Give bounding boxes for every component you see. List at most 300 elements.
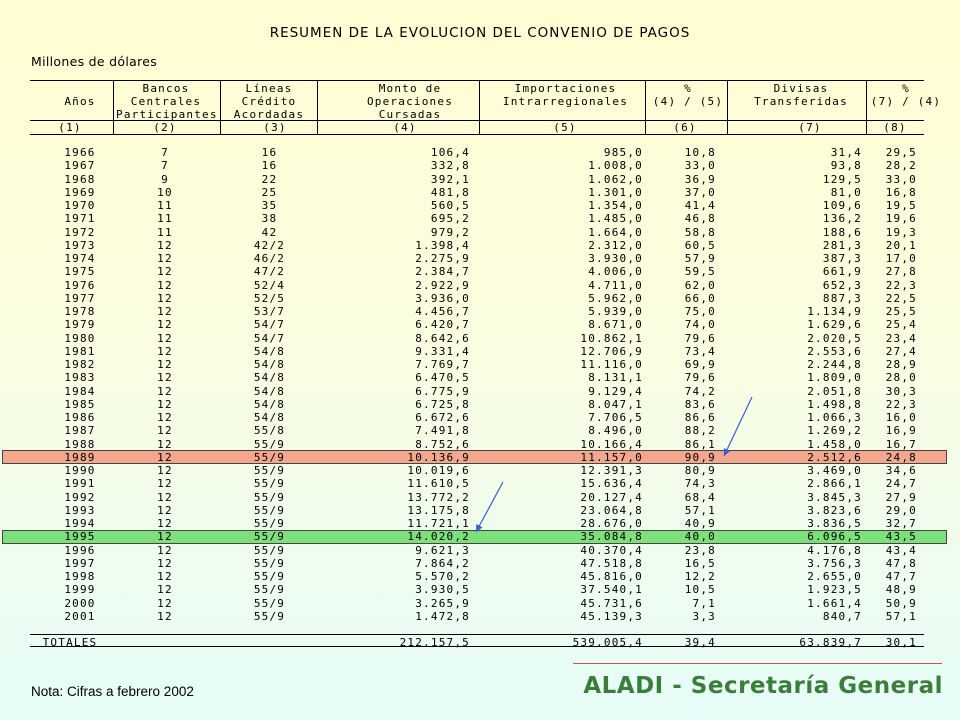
table-cell: 11 bbox=[157, 212, 173, 226]
table-cell: 55/9 bbox=[253, 583, 286, 597]
table-cell: 2.655,0 bbox=[807, 570, 862, 583]
table-cell: 12 bbox=[157, 318, 173, 332]
table-cell: 5.939,0 bbox=[588, 305, 643, 318]
table-cell: 74,3 bbox=[684, 477, 716, 491]
table-cell: 17,0 bbox=[885, 252, 917, 265]
table-cell: 2.512,6 bbox=[807, 450, 862, 464]
table-cell: 1977 bbox=[64, 291, 96, 305]
table-cell: 19,5 bbox=[885, 199, 917, 212]
column-header: Acordadas bbox=[233, 108, 305, 121]
table-cell: 7 bbox=[161, 159, 169, 173]
table-cell: 20.127,4 bbox=[580, 490, 643, 504]
table-cell: 106,4 bbox=[430, 146, 470, 159]
table-cell: 55/9 bbox=[253, 450, 286, 464]
column-header: Monto de bbox=[378, 82, 442, 95]
table-cell: 16,5 bbox=[684, 556, 716, 570]
table-cell: 1990 bbox=[64, 464, 96, 477]
table-cell: 74,0 bbox=[684, 318, 716, 332]
table-cell: 12 bbox=[157, 265, 173, 279]
table-cell: 8.671,0 bbox=[588, 318, 643, 332]
table-cell: 12 bbox=[157, 596, 173, 610]
table-cell: 2.922,9 bbox=[415, 278, 470, 292]
table-cell: 55/9 bbox=[253, 477, 286, 491]
table-cell: 43,4 bbox=[885, 543, 917, 557]
table-cell: 55/9 bbox=[253, 596, 286, 610]
table-cell: 12 bbox=[157, 397, 173, 411]
table-cell: 7 bbox=[161, 146, 169, 159]
table-cell: 16,9 bbox=[885, 424, 917, 438]
table-cell: 48,9 bbox=[885, 583, 917, 597]
table-cell: 12 bbox=[157, 503, 173, 517]
table-cell: 27,8 bbox=[885, 265, 917, 279]
table-cell: 27,4 bbox=[885, 344, 917, 358]
table-cell: 6.470,5 bbox=[415, 371, 470, 385]
table-cell: 23.064,8 bbox=[580, 503, 643, 517]
column-number: (4) bbox=[393, 121, 417, 134]
column-number: (1) bbox=[58, 121, 82, 134]
totals-cell: 63.839,7 bbox=[799, 636, 862, 649]
table-cell: 55/9 bbox=[253, 556, 286, 570]
table-cell: 136,2 bbox=[822, 212, 862, 226]
table-cell: 52/4 bbox=[253, 278, 286, 292]
table-cell: 1.269,2 bbox=[807, 424, 862, 438]
table-cell: 11 bbox=[157, 225, 173, 239]
column-header: Años bbox=[64, 95, 96, 108]
table-cell: 57,9 bbox=[684, 252, 716, 265]
table-cell: 8.642,6 bbox=[415, 331, 470, 345]
table-cell: 1980 bbox=[64, 331, 96, 345]
table-cell: 1982 bbox=[64, 358, 96, 371]
table-cell: 12 bbox=[157, 238, 173, 252]
table-cell: 54/8 bbox=[253, 397, 286, 411]
table-cell: 16,7 bbox=[885, 437, 917, 451]
table-cell: 31,4 bbox=[830, 146, 862, 159]
table-cell: 54/8 bbox=[253, 384, 286, 398]
table-cell: 1.472,8 bbox=[415, 609, 470, 623]
table-cell: 12 bbox=[157, 583, 173, 597]
table-cell: 28,9 bbox=[885, 358, 917, 371]
table-cell: 11 bbox=[157, 199, 173, 212]
table-cell: 652,3 bbox=[822, 278, 862, 292]
table-cell: 10.019,6 bbox=[407, 464, 470, 477]
table-cell: 2.020,5 bbox=[807, 331, 862, 345]
table-cell: 695,2 bbox=[430, 212, 470, 226]
table-cell: 2.275,9 bbox=[415, 252, 470, 265]
table-cell: 12 bbox=[157, 464, 173, 477]
table-cell: 80,9 bbox=[684, 464, 716, 477]
table-cell: 1966 bbox=[64, 146, 96, 159]
table-cell: 50,9 bbox=[885, 596, 917, 610]
table-cell: 8.496,0 bbox=[588, 424, 643, 438]
table-cell: 1979 bbox=[64, 318, 96, 332]
table-cell: 7,1 bbox=[692, 596, 716, 610]
table-cell: 10.862,1 bbox=[580, 331, 643, 345]
table-cell: 42 bbox=[261, 225, 278, 239]
table-cell: 88,2 bbox=[684, 424, 716, 438]
table-cell: 55/9 bbox=[253, 543, 286, 557]
table-cell: 109,6 bbox=[822, 199, 862, 212]
table-cell: 12 bbox=[157, 278, 173, 292]
table-cell: 6.725,8 bbox=[415, 397, 470, 411]
table-cell: 90,9 bbox=[684, 450, 716, 464]
table-cell: 16,8 bbox=[885, 185, 917, 199]
table-cell: 1991 bbox=[64, 477, 96, 491]
table-cell: 36,9 bbox=[684, 172, 716, 186]
table-cell: 12 bbox=[157, 609, 173, 623]
table-cell: 8.752,6 bbox=[415, 437, 470, 451]
table-cell: 1972 bbox=[64, 225, 96, 239]
table-cell: 1986 bbox=[64, 411, 96, 424]
table-cell: 24,8 bbox=[885, 450, 917, 464]
table-cell: 54/8 bbox=[253, 371, 286, 385]
table-cell: 12 bbox=[157, 424, 173, 438]
table-cell: 1998 bbox=[64, 570, 96, 583]
table-cell: 1989 bbox=[64, 450, 96, 464]
table-cell: 93,8 bbox=[830, 159, 862, 173]
column-header: Líneas bbox=[245, 82, 293, 95]
table-cell: 54/8 bbox=[253, 344, 286, 358]
table-cell: 12 bbox=[157, 437, 173, 451]
column-header: Operaciones bbox=[366, 95, 454, 108]
table-cell: 23,8 bbox=[684, 543, 716, 557]
table-cell: 887,3 bbox=[822, 291, 862, 305]
table-cell: 12 bbox=[157, 477, 173, 491]
table-cell: 35.084,8 bbox=[580, 530, 643, 544]
table-cell: 19,3 bbox=[885, 225, 917, 239]
table-cell: 14.020,2 bbox=[407, 530, 470, 544]
table-cell: 6.420,7 bbox=[415, 318, 470, 332]
table-cell: 2001 bbox=[64, 609, 96, 623]
table-cell: 8.131,1 bbox=[588, 371, 643, 385]
table-cell: 1.923,5 bbox=[807, 583, 862, 597]
table-cell: 7.491,8 bbox=[415, 424, 470, 438]
table-cell: 1971 bbox=[64, 212, 96, 226]
table-cell: 1.664,0 bbox=[588, 225, 643, 239]
table-cell: 40,0 bbox=[684, 530, 716, 544]
column-header: Intrarregionales bbox=[502, 95, 629, 108]
table-cell: 12 bbox=[157, 490, 173, 504]
table-cell: 22 bbox=[261, 172, 278, 186]
table-cell: 25,5 bbox=[885, 305, 917, 318]
table-cell: 40.370,4 bbox=[580, 543, 643, 557]
table-cell: 28.676,0 bbox=[580, 517, 643, 530]
table-cell: 2.384,7 bbox=[415, 265, 470, 279]
table-cell: 840,7 bbox=[822, 609, 862, 623]
table-cell: 73,4 bbox=[684, 344, 716, 358]
table-cell: 13.175,8 bbox=[407, 503, 470, 517]
table-cell: 19,6 bbox=[885, 212, 917, 226]
column-number: (5) bbox=[553, 121, 577, 134]
table-cell: 1994 bbox=[64, 517, 96, 530]
column-header: Importaciones bbox=[514, 82, 617, 95]
table-cell: 10.166,4 bbox=[580, 437, 643, 451]
table-cell: 281,3 bbox=[822, 238, 862, 252]
arrow-1995 bbox=[476, 482, 503, 532]
table-cell: 985,0 bbox=[603, 146, 643, 159]
table-cell: 9.129,4 bbox=[588, 384, 643, 398]
table-cell: 47,7 bbox=[885, 570, 917, 583]
table-cell: 1985 bbox=[64, 397, 96, 411]
table-cell: 12 bbox=[157, 530, 173, 544]
table-cell: 3.836,5 bbox=[807, 517, 862, 530]
table-cell: 4.176,8 bbox=[807, 543, 862, 557]
table-cell: 1997 bbox=[64, 556, 96, 570]
table-cell: 1.629,6 bbox=[807, 318, 862, 332]
table-cell: 1969 bbox=[64, 185, 96, 199]
table-cell: 16 bbox=[261, 146, 278, 159]
table-cell: 5.570,2 bbox=[415, 570, 470, 583]
table-cell: 8.047,1 bbox=[588, 397, 643, 411]
table-cell: 60,5 bbox=[684, 238, 716, 252]
table-cell: 38 bbox=[261, 212, 278, 226]
table-cell: 3.823,6 bbox=[807, 503, 862, 517]
table-cell: 1.062,0 bbox=[588, 172, 643, 186]
table-cell: 392,1 bbox=[430, 172, 470, 186]
table-cell: 332,8 bbox=[430, 159, 470, 173]
table-cell: 4.006,0 bbox=[588, 265, 643, 279]
table-cell: 9.331,4 bbox=[415, 344, 470, 358]
table-cell: 12,2 bbox=[684, 570, 716, 583]
table-cell: 33,0 bbox=[885, 172, 917, 186]
table-cell: 34,6 bbox=[885, 464, 917, 477]
table-cell: 661,9 bbox=[822, 265, 862, 279]
table-cell: 12 bbox=[157, 384, 173, 398]
table-cell: 37.540,1 bbox=[580, 583, 643, 597]
table-cell: 10,8 bbox=[684, 146, 716, 159]
table-cell: 69,9 bbox=[684, 358, 716, 371]
table-cell: 1973 bbox=[64, 238, 96, 252]
table-cell: 6.096,5 bbox=[807, 530, 862, 544]
table-cell: 1.398,4 bbox=[415, 238, 470, 252]
table-cell: 1.066,3 bbox=[807, 411, 862, 424]
table-cell: 12 bbox=[157, 411, 173, 424]
table-cell: 3.930,0 bbox=[588, 252, 643, 265]
table-cell: 53/7 bbox=[253, 305, 286, 318]
table-cell: 1.661,4 bbox=[807, 596, 862, 610]
table-cell: 1974 bbox=[64, 252, 96, 265]
table-cell: 1992 bbox=[64, 490, 96, 504]
table-cell: 54/7 bbox=[253, 318, 286, 332]
table-cell: 3.265,9 bbox=[415, 596, 470, 610]
table-cell: 12 bbox=[157, 305, 173, 318]
table-cell: 1.354,0 bbox=[588, 199, 643, 212]
table-cell: 25,4 bbox=[885, 318, 917, 332]
table-cell: 15.636,4 bbox=[580, 477, 643, 491]
table-cell: 11.116,0 bbox=[580, 358, 643, 371]
table-cell: 3,3 bbox=[692, 609, 716, 623]
column-header: Crédito bbox=[241, 95, 297, 108]
table-cell: 27,9 bbox=[885, 490, 917, 504]
table-cell: 16,0 bbox=[885, 411, 917, 424]
table-cell: 1.498,8 bbox=[807, 397, 862, 411]
table-cell: 59,5 bbox=[684, 265, 716, 279]
table-cell: 79,6 bbox=[684, 371, 716, 385]
table-cell: 30,3 bbox=[885, 384, 917, 398]
table-cell: 55/9 bbox=[253, 609, 286, 623]
table-cell: 129,5 bbox=[822, 172, 862, 186]
totals-cell: TOTALES bbox=[42, 636, 98, 649]
table-cell: 5.962,0 bbox=[588, 291, 643, 305]
table-cell: 47,8 bbox=[885, 556, 917, 570]
totals-cell: 30,1 bbox=[885, 636, 917, 649]
table-cell: 74,2 bbox=[684, 384, 716, 398]
table-cell: 46,8 bbox=[684, 212, 716, 226]
column-header: % bbox=[684, 82, 692, 95]
table-cell: 54/7 bbox=[253, 331, 286, 345]
table-cell: 20,1 bbox=[885, 238, 917, 252]
table-cell: 25 bbox=[261, 185, 278, 199]
table-cell: 62,0 bbox=[684, 278, 716, 292]
units-label: Millones de dólares bbox=[31, 54, 158, 69]
column-header: (7) / (4) bbox=[870, 95, 942, 108]
table-cell: 2.553,6 bbox=[807, 344, 862, 358]
table-cell: 43,5 bbox=[885, 530, 917, 544]
table-cell: 22,3 bbox=[885, 397, 917, 411]
table-cell: 1975 bbox=[64, 265, 96, 279]
totals-cell: 212.157,5 bbox=[399, 636, 470, 649]
table-cell: 12 bbox=[157, 570, 173, 583]
table-cell: 6.672,6 bbox=[415, 411, 470, 424]
table-cell: 10,5 bbox=[684, 583, 716, 597]
table-cell: 12 bbox=[157, 543, 173, 557]
totals-cell: 39,4 bbox=[684, 636, 716, 649]
table-cell: 29,0 bbox=[885, 503, 917, 517]
table-cell: 3.936,0 bbox=[415, 291, 470, 305]
column-header: Bancos bbox=[142, 82, 190, 95]
table-cell: 45.139,3 bbox=[580, 609, 643, 623]
table-cell: 7.706,5 bbox=[588, 411, 643, 424]
table-cell: 55/9 bbox=[253, 517, 286, 530]
footnote: Nota: Cifras a febrero 2002 bbox=[31, 684, 194, 699]
table-cell: 1970 bbox=[64, 199, 96, 212]
column-header: Divisas bbox=[773, 82, 829, 95]
table-cell: 2.051,8 bbox=[807, 384, 862, 398]
table-cell: 54/8 bbox=[253, 411, 286, 424]
table-cell: 560,5 bbox=[430, 199, 470, 212]
table-cell: 28,2 bbox=[885, 159, 917, 173]
table-cell: 7.864,2 bbox=[415, 556, 470, 570]
table-cell: 55/9 bbox=[253, 490, 286, 504]
table-cell: 1981 bbox=[64, 344, 96, 358]
table-cell: 16 bbox=[261, 159, 278, 173]
table-cell: 2000 bbox=[64, 596, 96, 610]
table-cell: 188,6 bbox=[822, 225, 862, 239]
table-cell: 46/2 bbox=[253, 252, 286, 265]
table-cell: 52/5 bbox=[253, 291, 286, 305]
column-header: Centrales bbox=[130, 95, 202, 108]
table-cell: 58,8 bbox=[684, 225, 716, 239]
table-cell: 1984 bbox=[64, 384, 96, 398]
table-cell: 1983 bbox=[64, 371, 96, 385]
table-cell: 68,4 bbox=[684, 490, 716, 504]
table-cell: 1.008,0 bbox=[588, 159, 643, 173]
brand-name: ALADI - Secretaría General bbox=[583, 673, 943, 699]
table-cell: 47/2 bbox=[253, 265, 286, 279]
table-cell: 1.458,0 bbox=[807, 437, 862, 451]
table-cell: 45.816,0 bbox=[580, 570, 643, 583]
table-cell: 86,1 bbox=[684, 437, 716, 451]
table-cell: 24,7 bbox=[885, 477, 917, 491]
table-cell: 12 bbox=[157, 344, 173, 358]
totals-cell: 539.005,4 bbox=[572, 636, 643, 649]
table-cell: 387,3 bbox=[822, 252, 862, 265]
table-cell: 12 bbox=[157, 291, 173, 305]
table-cell: 1967 bbox=[64, 159, 96, 173]
table-cell: 55/9 bbox=[253, 464, 286, 477]
table-cell: 1999 bbox=[64, 583, 96, 597]
table-cell: 11.157,0 bbox=[580, 450, 643, 464]
table-cell: 55/9 bbox=[253, 503, 286, 517]
table-cell: 12 bbox=[157, 556, 173, 570]
table-cell: 4.456,7 bbox=[415, 305, 470, 318]
table-cell: 1978 bbox=[64, 305, 96, 318]
table-cell: 3.930,5 bbox=[415, 583, 470, 597]
table-cell: 481,8 bbox=[430, 185, 470, 199]
table-cell: 32,7 bbox=[885, 517, 917, 530]
table-cell: 12 bbox=[157, 371, 173, 385]
table-cell: 11.610,5 bbox=[407, 477, 470, 491]
column-header: Cursadas bbox=[378, 108, 442, 121]
table-cell: 12 bbox=[157, 517, 173, 530]
table-cell: 45.731,6 bbox=[580, 596, 643, 610]
table-cell: 12 bbox=[157, 450, 173, 464]
table-cell: 41,4 bbox=[684, 199, 716, 212]
table-cell: 13.772,2 bbox=[407, 490, 470, 504]
table-cell: 55/9 bbox=[253, 530, 286, 544]
table-cell: 2.866,1 bbox=[807, 477, 862, 491]
table-cell: 29,5 bbox=[885, 146, 917, 159]
table-cell: 47.518,8 bbox=[580, 556, 643, 570]
table-cell: 86,6 bbox=[684, 411, 716, 424]
table-cell: 28,0 bbox=[885, 371, 917, 385]
table-cell: 12.391,3 bbox=[580, 464, 643, 477]
table-cell: 35 bbox=[261, 199, 278, 212]
table-cell: 1976 bbox=[64, 278, 96, 292]
brand-rule bbox=[573, 663, 942, 664]
table-cell: 12 bbox=[157, 358, 173, 371]
arrow-1989 bbox=[724, 397, 752, 456]
table-cell: 1993 bbox=[64, 503, 96, 517]
table-cell: 12 bbox=[157, 331, 173, 345]
table-cell: 2.244,8 bbox=[807, 358, 862, 371]
table-cell: 57,1 bbox=[684, 503, 716, 517]
table-cell: 12.706,9 bbox=[580, 344, 643, 358]
table-cell: 9.621,3 bbox=[415, 543, 470, 557]
table-cell: 66,0 bbox=[684, 291, 716, 305]
table-cell: 7.769,7 bbox=[415, 358, 470, 371]
column-number: (3) bbox=[263, 121, 287, 134]
table-cell: 10 bbox=[157, 185, 173, 199]
column-number: (8) bbox=[883, 121, 907, 134]
table-cell: 10.136,9 bbox=[407, 450, 470, 464]
table-cell: 11.721,1 bbox=[407, 517, 470, 530]
table-cell: 2.312,0 bbox=[588, 238, 643, 252]
table-cell: 23,4 bbox=[885, 331, 917, 345]
table-cell: 81,0 bbox=[830, 185, 862, 199]
table-cell: 979,2 bbox=[430, 225, 470, 239]
column-header: (4) / (5) bbox=[652, 95, 724, 108]
column-header: % bbox=[902, 82, 910, 95]
table-cell: 1968 bbox=[64, 172, 96, 186]
table-cell: 75,0 bbox=[684, 305, 716, 318]
table-cell: 22,3 bbox=[885, 278, 917, 292]
table-cell: 1987 bbox=[64, 424, 96, 438]
table-cell: 6.775,9 bbox=[415, 384, 470, 398]
table-cell: 55/9 bbox=[253, 437, 286, 451]
table-cell: 40,9 bbox=[684, 517, 716, 530]
table-cell: 83,6 bbox=[684, 397, 716, 411]
table-cell: 3.756,3 bbox=[807, 556, 862, 570]
